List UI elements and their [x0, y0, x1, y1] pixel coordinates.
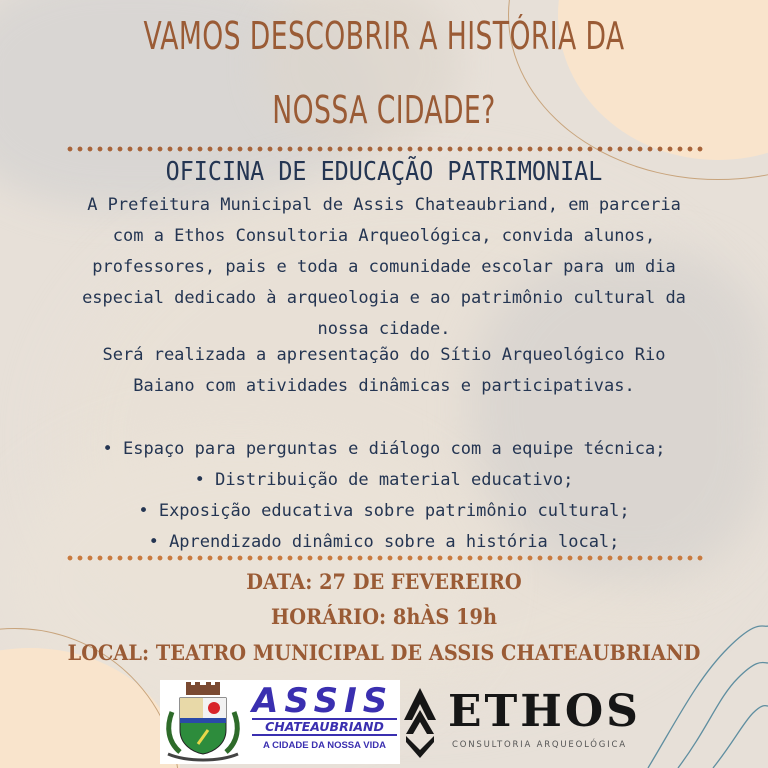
assis-logo-tagline: A CIDADE DA NOSSA VIDA [263, 740, 386, 751]
assis-logo-name: ASSIS [252, 681, 394, 721]
event-date: DATA: 27 DE FEVEREIRO [246, 569, 522, 594]
activities-list [0, 434, 768, 558]
event-time: HORÁRIO: 8hÀS 19h [270, 604, 498, 629]
paragraph-line: Será realizada a apresentação do Sítio Arqueológico Rio [102, 345, 666, 365]
event-location: LOCAL: TEATRO MUNICIPAL DE ASSIS CHATEAUBRIAND [67, 640, 701, 665]
invitation-paragraph [0, 190, 768, 345]
dotted-divider-top [65, 146, 705, 152]
list-item: • Espaço para perguntas e diálogo com a equipe técnica; [102, 439, 666, 459]
paragraph-line: nossa cidade. [317, 319, 451, 339]
assis-chateaubriand-logo [160, 680, 400, 764]
workshop-title: OFICINA DE EDUCAÇÃO PATRIMONIAL [165, 157, 603, 187]
arrowhead-icon [402, 686, 438, 760]
list-item: • Distribuição de material educativo; [194, 470, 574, 490]
paragraph-line: professores, pais e toda a comunidade escolar para um dia [92, 257, 676, 277]
sponsor-logos [160, 680, 650, 764]
dotted-divider-bottom [65, 555, 705, 561]
paragraph-line: especial dedicado à arqueologia e ao patrimônio cultural da [82, 288, 686, 308]
list-item: • Aprendizado dinâmico sobre a história local; [148, 532, 620, 552]
presentation-paragraph [0, 340, 768, 402]
paragraph-line: Baiano com atividades dinâmicas e participativas. [133, 376, 635, 396]
municipal-crest-icon [162, 682, 244, 762]
assis-logo-subtitle: CHATEAUBRIAND [252, 718, 397, 736]
paragraph-line: com a Ethos Consultoria Arqueológica, convida alunos, [112, 226, 656, 246]
paragraph-line: A Prefeitura Municipal de Assis Chateaubriand, em parceria [87, 195, 681, 215]
ethos-logo-subtitle: CONSULTORIA ARQUEOLÓGICA [452, 740, 627, 750]
headline-line-2: NOSSA CIDADE? [272, 88, 496, 132]
list-item: • Exposição educativa sobre patrimônio cultural; [138, 501, 630, 521]
headline-line-1: VAMOS DESCOBRIR A HISTÓRIA DA [143, 14, 625, 58]
ethos-logo-name: ETHOS [448, 686, 641, 737]
